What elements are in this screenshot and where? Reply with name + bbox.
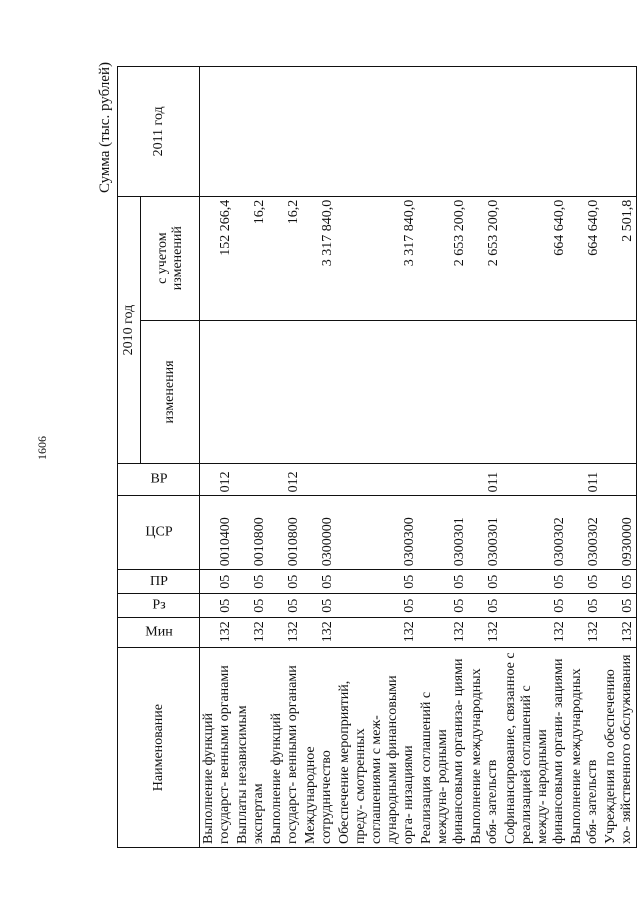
row-pr: 05 (502, 570, 568, 594)
header-min-label: Мин (144, 624, 173, 640)
row-with-changes: 16,2 (234, 196, 268, 320)
row-csr: 0300301 (418, 496, 468, 570)
row-changes (200, 320, 235, 464)
row-pr: 05 (468, 570, 502, 594)
header-pr (118, 570, 200, 594)
row-with-changes: 2 653 200,0 (418, 196, 468, 320)
table-row (502, 67, 568, 848)
header-with-changes (141, 196, 200, 320)
row-2011 (268, 67, 302, 197)
row-with-changes: 152 266,4 (200, 196, 235, 320)
row-pr: 05 (418, 570, 468, 594)
row-min: 132 (336, 618, 418, 648)
row-with-changes: 3 317 840,0 (336, 196, 418, 320)
header-csr (118, 496, 200, 570)
row-with-changes: 3 317 840,0 (302, 196, 336, 320)
table-header (118, 67, 200, 848)
row-csr: 0300302 (568, 496, 602, 570)
row-rz: 05 (268, 594, 302, 618)
row-changes (234, 320, 268, 464)
row-changes (568, 320, 602, 464)
amount-unit-caption: Сумма (тыс. рублей) (97, 62, 113, 194)
row-min: 132 (418, 618, 468, 648)
table-body (200, 67, 637, 848)
row-pr: 05 (568, 570, 602, 594)
header-min (118, 618, 200, 648)
row-vr (302, 464, 336, 496)
page-number: 1606 (35, 436, 49, 460)
header-pr-label: ПР (149, 573, 168, 589)
row-2011 (568, 67, 602, 197)
row-name: Выполнение международных обя- зательств (468, 648, 502, 848)
header-rz (118, 594, 200, 618)
row-2011 (234, 67, 268, 197)
header-name: Наименование (118, 648, 200, 848)
row-name: Международное сотрудничество (302, 648, 336, 848)
row-vr: 012 (200, 464, 235, 496)
table-row (268, 67, 302, 848)
row-changes (302, 320, 336, 464)
table-row (234, 67, 268, 848)
row-name: Выполнение международных обя- зательств (568, 648, 602, 848)
row-vr (234, 464, 268, 496)
table-row (336, 67, 418, 848)
row-vr (418, 464, 468, 496)
row-rz: 05 (468, 594, 502, 618)
row-with-changes: 664 640,0 (568, 196, 602, 320)
row-rz: 05 (302, 594, 336, 618)
row-name: Учреждения по обеспечению хо- зяйственного обслуживания (602, 648, 637, 848)
rotated-page-content (95, 58, 635, 848)
row-2011 (200, 67, 235, 197)
header-csr-label: ЦСР (144, 524, 173, 540)
row-2011 (336, 67, 418, 197)
budget-table (117, 66, 637, 848)
header-vr-label: ВР (149, 471, 168, 487)
row-vr (602, 464, 637, 496)
row-csr: 0010800 (234, 496, 268, 570)
row-name: Выполнение функций государст- венными органами (268, 648, 302, 848)
row-rz: 05 (502, 594, 568, 618)
row-csr: 0300300 (336, 496, 418, 570)
row-csr: 0300301 (468, 496, 502, 570)
header-with-changes-label: с учетом изменений (154, 226, 185, 291)
table-row (568, 67, 602, 848)
row-with-changes: 16,2 (268, 196, 302, 320)
row-rz: 05 (418, 594, 468, 618)
row-2011 (602, 67, 637, 197)
row-min: 132 (302, 618, 336, 648)
row-pr: 05 (302, 570, 336, 594)
row-rz: 05 (568, 594, 602, 618)
table-row (200, 67, 235, 848)
row-pr: 05 (336, 570, 418, 594)
row-min: 132 (502, 618, 568, 648)
row-2011 (418, 67, 468, 197)
row-csr: 0930000 (602, 496, 637, 570)
row-min: 132 (568, 618, 602, 648)
row-name: Софинансирование, связанное с реализацией соглашений с между- народными финансовыми органи- зациями (502, 648, 568, 848)
row-2011 (468, 67, 502, 197)
row-pr: 05 (602, 570, 637, 594)
row-with-changes: 2 501,8 (602, 196, 637, 320)
row-with-changes: 664 640,0 (502, 196, 568, 320)
row-changes (336, 320, 418, 464)
row-min: 132 (602, 618, 637, 648)
row-vr: 011 (468, 464, 502, 496)
row-pr: 05 (234, 570, 268, 594)
row-changes (268, 320, 302, 464)
table-row (302, 67, 336, 848)
row-min: 132 (200, 618, 235, 648)
row-pr: 05 (268, 570, 302, 594)
table-row (418, 67, 468, 848)
row-vr (336, 464, 418, 496)
row-csr: 0010400 (200, 496, 235, 570)
row-pr: 05 (200, 570, 235, 594)
table-row (602, 67, 637, 848)
row-name: Реализация соглашений с междуна- родными финансовыми организа- циями (418, 648, 468, 848)
row-changes (502, 320, 568, 464)
row-2011 (502, 67, 568, 197)
row-csr: 0300302 (502, 496, 568, 570)
row-name: Выплаты независимым экспертам (234, 648, 268, 848)
row-vr: 012 (268, 464, 302, 496)
row-rz: 05 (602, 594, 637, 618)
row-rz: 05 (336, 594, 418, 618)
row-name: Выполнение функций государст- венными органами (200, 648, 235, 848)
header-year-2010: 2010 год (118, 196, 141, 464)
row-2011 (302, 67, 336, 197)
row-min: 132 (234, 618, 268, 648)
row-csr: 0010800 (268, 496, 302, 570)
row-vr (502, 464, 568, 496)
row-csr: 0300000 (302, 496, 336, 570)
row-rz: 05 (200, 594, 235, 618)
table-row (468, 67, 502, 848)
header-year-2011: 2011 год (118, 67, 200, 197)
header-rz-label: Рз (151, 597, 166, 613)
row-min: 132 (268, 618, 302, 648)
row-changes (468, 320, 502, 464)
header-changes: изменения (141, 320, 200, 464)
row-rz: 05 (234, 594, 268, 618)
row-min: 132 (468, 618, 502, 648)
header-vr (118, 464, 200, 496)
row-name: Обеспечение мероприятий, преду- смотренных соглашениями с меж- дународными финансовыми орга- низациями (336, 648, 418, 848)
row-changes (602, 320, 637, 464)
row-with-changes: 2 653 200,0 (468, 196, 502, 320)
row-changes (418, 320, 468, 464)
row-vr: 011 (568, 464, 602, 496)
